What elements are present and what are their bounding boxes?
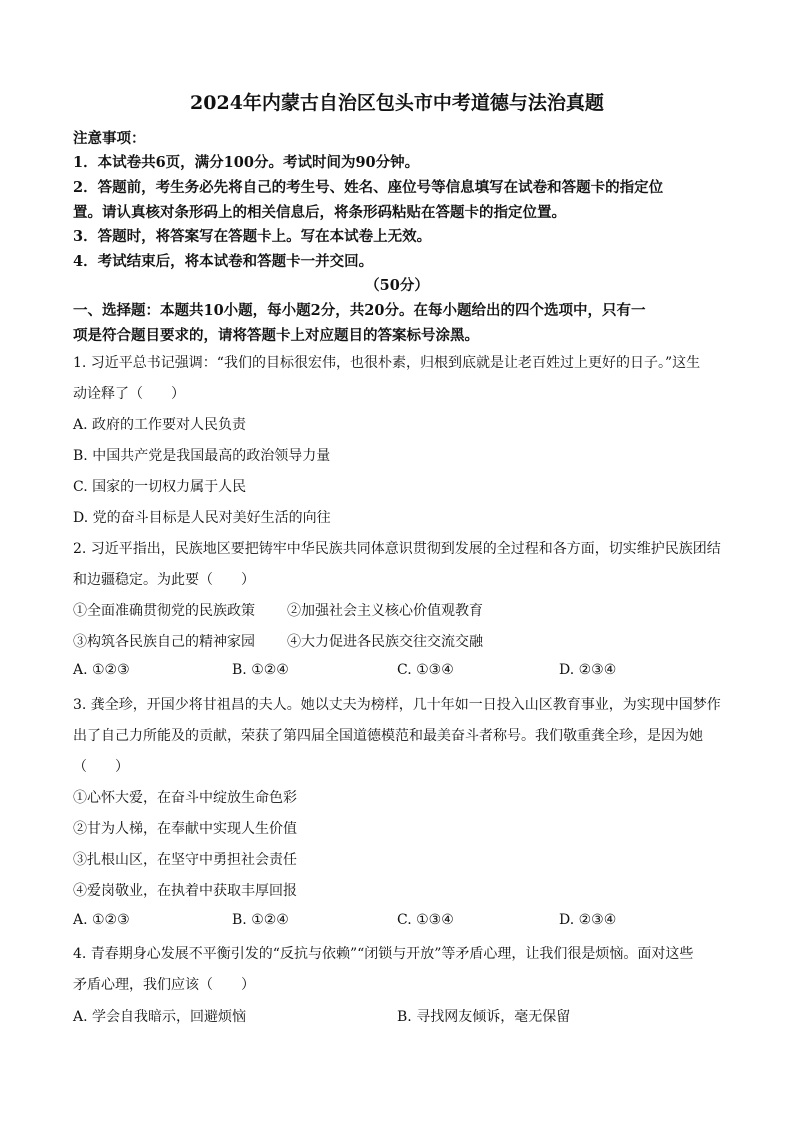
question-2-statement: ④大力促进各民族交往交流交融: [287, 634, 483, 650]
question-3-option-c: C. ①③④: [397, 912, 454, 928]
question-3-statement: ①心怀大爱，在奋斗中绽放生命色彩: [73, 790, 297, 806]
notice-item: 置。请认真核对条形码上的相关信息后，将条形码粘贴在答题卡的指定位置。: [73, 204, 566, 221]
question-2-option-b: B. ①②④: [232, 662, 289, 678]
question-1-option-c: C. 国家的一切权力属于人民: [73, 479, 247, 495]
question-3-stem: （ ）: [73, 759, 129, 775]
question-3-option-b: B. ①②④: [232, 912, 289, 928]
question-1-option-a: A. 政府的工作要对人民负责: [73, 417, 247, 433]
page-title: 2024年内蒙古自治区包头市中考道德与法治真题: [190, 92, 604, 114]
question-4-stem: 4. 青春期身心发展不平衡引发的“反抗与依赖”“闭锁与开放”等矛盾心理，让我们很是烦恼。面对这些: [73, 946, 694, 962]
notice-item: 3．答题时，将答案写在答题卡上。写在本试卷上无效。: [73, 228, 432, 245]
question-3-statement: ②甘为人梯，在奉献中实现人生价值: [73, 821, 297, 837]
question-1-option-d: D. 党的奋斗目标是人民对美好生活的向往: [73, 510, 331, 526]
question-3-option-a: A. ①②③: [73, 912, 130, 928]
question-2-option-a: A. ①②③: [73, 662, 130, 678]
question-1-stem: 动诠释了（ ）: [73, 386, 185, 402]
question-3-stem: 出了自己力所能及的贡献，荣获了第四届全国道德模范和最美奋斗者称号。我们敬重龚全珍，是因为她: [73, 728, 703, 744]
notice-heading: 注意事项：: [73, 130, 146, 147]
question-4-option-b: B. 寻找网友倾诉，毫无保留: [397, 1009, 571, 1025]
question-3-stem: 3. 龚全珍，开国少将甘祖昌的夫人。她以丈夫为榜样，几十年如一日投入山区教育事业，为实现中国梦作: [73, 697, 721, 713]
section-instructions: 项是符合题目要求的，请将答题卡上对应题目的答案标号涂黑。: [73, 327, 479, 344]
question-3-option-d: D. ②③④: [559, 912, 617, 928]
question-3-statement: ③扎根山区，在坚守中勇担社会责任: [73, 852, 297, 868]
notice-item: 1．本试卷共6页，满分100分。考试时间为90分钟。: [73, 154, 420, 171]
question-2-option-d: D. ②③④: [559, 662, 617, 678]
question-2-stem: 和边疆稳定。为此要（ ）: [73, 572, 255, 588]
question-2-statement: ③构筑各民族自己的精神家园: [73, 634, 255, 650]
question-3-statement: ④爱岗敬业，在执着中获取丰厚回报: [73, 883, 297, 899]
question-4-stem: 矛盾心理，我们应该（ ）: [73, 977, 255, 993]
section-instructions: 一、选择题：本题共10小题，每小题2分，共20分。在每小题给出的四个选项中，只有一: [73, 302, 646, 319]
question-1-option-b: B. 中国共产党是我国最高的政治领导力量: [73, 448, 331, 464]
question-4-option-a: A. 学会自我暗示，回避烦恼: [73, 1009, 247, 1025]
question-2-stem: 2. 习近平指出，民族地区要把铸牢中华民族共同体意识贯彻到发展的全过程和各方面，切实维护民族团结: [73, 541, 721, 557]
question-1-stem: 1. 习近平总书记强调：“我们的目标很宏伟，也很朴素，归根到底就是让老百姓过上更好的日子。”这生: [73, 355, 701, 371]
question-2-statement: ②加强社会主义核心价值观教育: [287, 603, 483, 619]
notice-item: 4．考试结束后，将本试卷和答题卡一并交回。: [73, 253, 374, 270]
question-2-statement: ①全面准确贯彻党的民族政策: [73, 603, 255, 619]
question-2-option-c: C. ①③④: [397, 662, 454, 678]
section-score: （50分）: [365, 277, 429, 294]
notice-item: 2．答题前，考生务必先将自己的考生号、姓名、座位号等信息填写在试卷和答题卡的指定位: [73, 179, 664, 196]
